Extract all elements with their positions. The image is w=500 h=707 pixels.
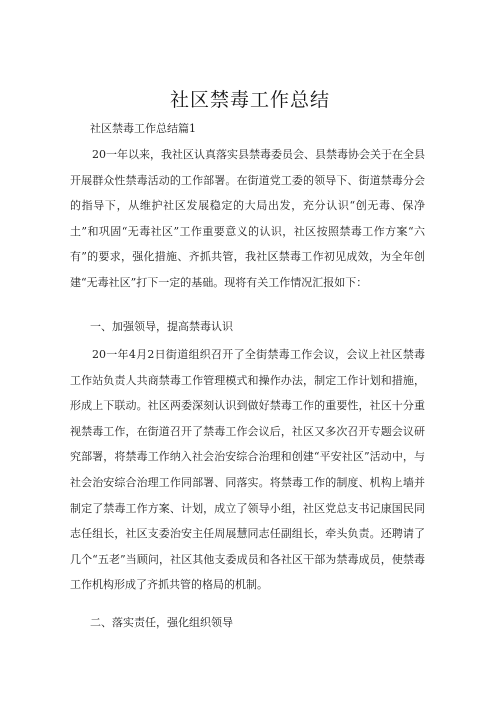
document-title: 社区禁毒工作总结 [169, 89, 330, 111]
paragraph-section-1: 20一年4月2日街道组织召开了全街禁毒工作会议，会议上社区禁毒工作站负责人共商禁毒工作管理模式和操作办法，制定工作计划和措施，形成上下联动。社区两委深刻认识到做好禁毒工作的重要性，社区十分重视禁毒工作，在街道召开了禁毒工作会议后，社区又多次召开专题会议研究部署，将禁毒工作纳入社会治安综合治理和创建“平安社区”活动中，与社会治安综合治理工作同部署、同落实。将禁毒工作的制度、机构上墙并制定了禁毒工作方案、计划，成立了领导小组，社区党总支书记康国民同志任组长，社区支委治安主任周展慧同志任副组长，牵头负责。还聘请了几个“五老”当顾问，社区其他支委成员和各社区干部为禁毒成员，使禁毒工作机构形成了齐抓共管的格局的机制。 [70, 348, 425, 592]
paragraph-intro: 20一年以来，我社区认真落实县禁毒委员会、县禁毒协会关于在全县开展群众性禁毒活动的工作部署。在街道党工委的领导下、街道禁毒分会的指导下，从维护社区发展稳定的大局出发，充分认识“创无毒、保净土”和巩固“无毒社区”工作重要意义的认识，社区按照禁毒工作方案“六有”的要求，强化措施、齐抓共管，我社区禁毒工作初见成效，为全年创建“无毒社区”打下一定的基础。现将有关工作情况汇报如下： [70, 148, 425, 289]
document-subtitle: 社区禁毒工作总结篇1 [90, 122, 196, 135]
section-heading-2: 二、落实责任，强化组织领导 [90, 616, 233, 629]
section-heading-1: 一、加强领导，提高禁毒认识 [90, 320, 233, 333]
